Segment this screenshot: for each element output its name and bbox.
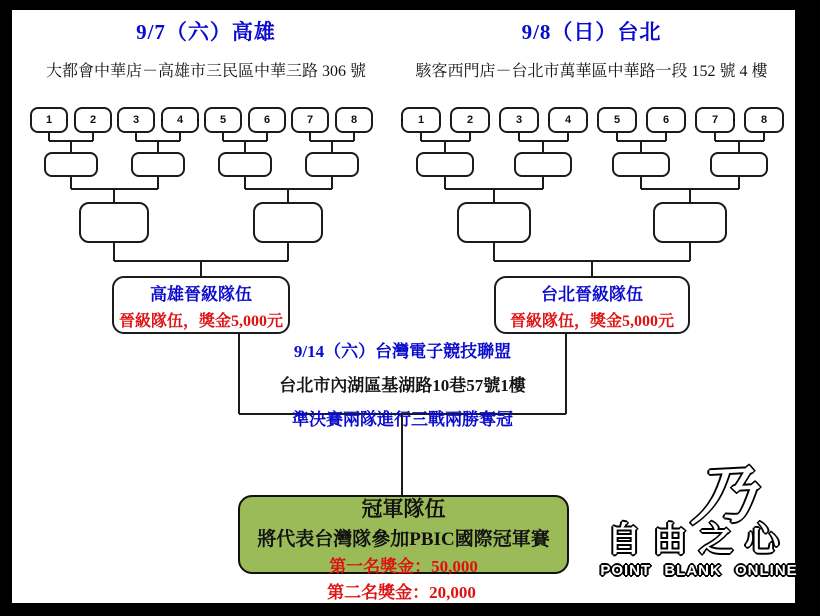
promotion-prize-note: 晉級隊伍，獎金5,000元	[118, 312, 283, 330]
point-blank-logo-icon: 乃	[690, 461, 756, 533]
round3-slot	[653, 202, 727, 243]
round2-slot	[131, 152, 185, 177]
round2-slot	[305, 152, 359, 177]
seed-box: 1	[30, 107, 68, 133]
watermark-latin-text: POINT BLANK ONLINE	[600, 562, 798, 579]
round3-slot	[457, 202, 531, 243]
round2-slot	[612, 152, 670, 177]
seed-box: 8	[744, 107, 784, 133]
round2-slot	[416, 152, 474, 177]
seed-box: 3	[499, 107, 539, 133]
champion-title: 冠軍隊伍	[361, 496, 446, 521]
seed-box: 6	[248, 107, 286, 133]
seed-box: 3	[117, 107, 155, 133]
point-blank-watermark	[590, 461, 808, 612]
finals-date-venue: 9/14（六）台灣電子競技聯盟	[293, 342, 512, 361]
finals-format-note: 準決賽兩隊進行三戰兩勝奪冠	[292, 410, 513, 429]
seed-box: 5	[204, 107, 242, 133]
seed-box: 4	[548, 107, 588, 133]
seed-box: 6	[646, 107, 686, 133]
round2-slot	[44, 152, 98, 177]
seed-box: 2	[450, 107, 490, 133]
promotion-box-kaohsiung	[112, 276, 290, 334]
round2-slot	[218, 152, 272, 177]
event-venue-kaohsiung: 大都會中華店－高雄市三民區中華三路 306 號	[45, 63, 366, 80]
round3-slot	[253, 202, 323, 243]
champion-box	[238, 495, 569, 574]
seed-box: 8	[335, 107, 373, 133]
event-title-kaohsiung: 9/7（六）高雄	[136, 20, 276, 44]
champion-subtitle: 將代表台灣隊參加PBIC國際冠軍賽	[257, 528, 550, 550]
promotion-prize-note: 晉級隊伍，獎金5,000元	[509, 312, 674, 330]
seed-box: 2	[74, 107, 112, 133]
champion-first-prize: 第一名獎金：50,000	[329, 556, 478, 576]
round2-slot	[514, 152, 572, 177]
event-title-taipei: 9/8（日）台北	[521, 20, 662, 44]
seed-box: 5	[597, 107, 637, 133]
round2-slot	[710, 152, 768, 177]
seed-box: 1	[401, 107, 441, 133]
seed-box: 7	[291, 107, 329, 133]
promotion-box-taipei	[494, 276, 690, 334]
seed-box: 7	[695, 107, 735, 133]
promotion-title: 高雄晉級隊伍	[150, 284, 252, 304]
promotion-title: 台北晉級隊伍	[541, 284, 643, 304]
seed-box: 4	[161, 107, 199, 133]
event-venue-taipei: 駭客西門店－台北市萬華區中華路一段 152 號 4 樓	[415, 63, 768, 80]
round3-slot	[79, 202, 149, 243]
finals-address: 台北市內湖區基湖路10巷57號1樓	[279, 376, 526, 395]
finals-info-panel	[242, 337, 563, 430]
second-prize-note: 第二名獎金：20,000	[327, 583, 476, 602]
watermark-cjk-text: 自由之心	[607, 522, 791, 559]
